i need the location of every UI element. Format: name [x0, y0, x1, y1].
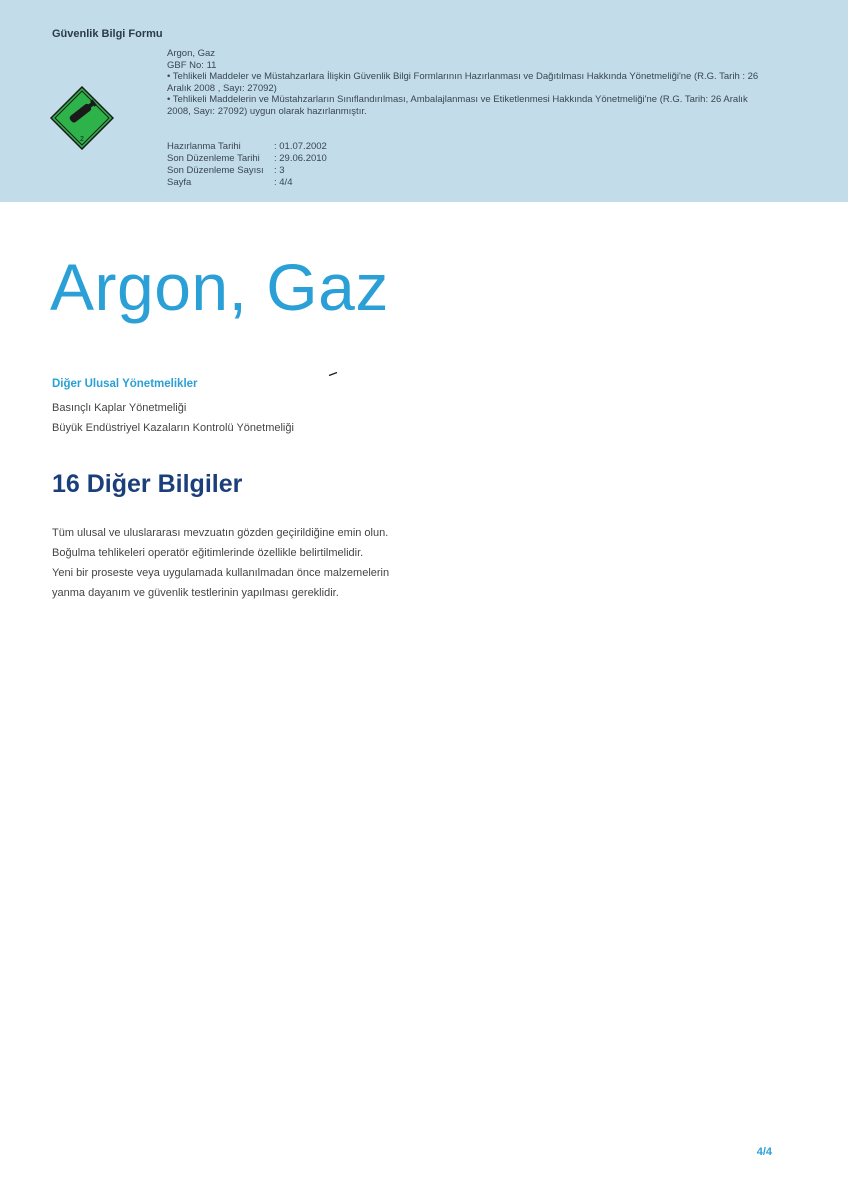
date-row [167, 153, 327, 165]
other-regulations-list [52, 398, 294, 438]
paragraph-line: Boğulma tehlikeleri operatör eğitimlerinde özellikle belirtilmelidir. [52, 547, 364, 559]
other-regulations-heading: Diğer Ulusal Yönetmelikler [52, 378, 198, 390]
regulation-note-2: • Tehlikeli Maddelerin ve Müstahzarların Sınıflandırılması, Ambalajlanması ve Etiketlenmesi Hakkında Yönetmeliği'ne (R.G. Tarih: 26 Aralık 2008, Sayı: 27092) uygun olarak hazırlanmıştır. [167, 94, 748, 117]
form-title: Güvenlik Bilgi Formu [52, 28, 163, 40]
product-name: Argon, Gaz [167, 48, 216, 59]
date-label: Son Düzenleme Tarihi [167, 153, 260, 164]
list-item: Basınçlı Kaplar Yönetmeliği [52, 402, 187, 414]
date-row [167, 177, 327, 189]
date-row [167, 141, 327, 153]
date-row [167, 165, 327, 177]
stray-mark [328, 372, 338, 376]
date-value: : 01.07.2002 [274, 141, 327, 152]
document-dates [167, 141, 327, 189]
date-label: Hazırlanma Tarihi [167, 141, 241, 152]
date-value: : 3 [274, 165, 285, 176]
paragraph-line: Tüm ulusal ve uluslararası mevzuatın gözden geçirildiğine emin olun. [52, 527, 389, 539]
document-header [0, 0, 848, 202]
page-number: 4/4 [756, 1146, 772, 1158]
section-heading: 16 Diğer Bilgiler [52, 470, 243, 498]
date-value: : 4/4 [274, 177, 293, 188]
hazard-class-number: 2 [80, 136, 84, 143]
document-title: Argon, Gaz [50, 250, 389, 324]
gas-cylinder-icon [50, 86, 114, 150]
section-body [52, 523, 389, 603]
regulation-note-1: • Tehlikeli Maddeler ve Müstahzarlara İlişkin Güvenlik Bilgi Formlarının Hazırlanması ve Dağıtılması Hakkında Yönetmeliği'ne (R.G. Tarih : 26 Aralık 2008 , Sayı: 27092) [167, 71, 759, 94]
gbf-number: GBF No: 11 [167, 59, 217, 71]
date-value: : 29.06.2010 [274, 153, 327, 164]
header-meta [167, 48, 767, 118]
paragraph-line: Yeni bir proseste veya uygulamada kullanılmadan önce malzemelerin [52, 567, 390, 579]
paragraph-line: yanma dayanım ve güvenlik testlerinin yapılması gereklidir. [52, 587, 339, 599]
date-label: Sayfa [167, 177, 192, 188]
date-label: Son Düzenleme Sayısı [167, 165, 264, 176]
list-item: Büyük Endüstriyel Kazaların Kontrolü Yönetmeliği [52, 422, 294, 434]
